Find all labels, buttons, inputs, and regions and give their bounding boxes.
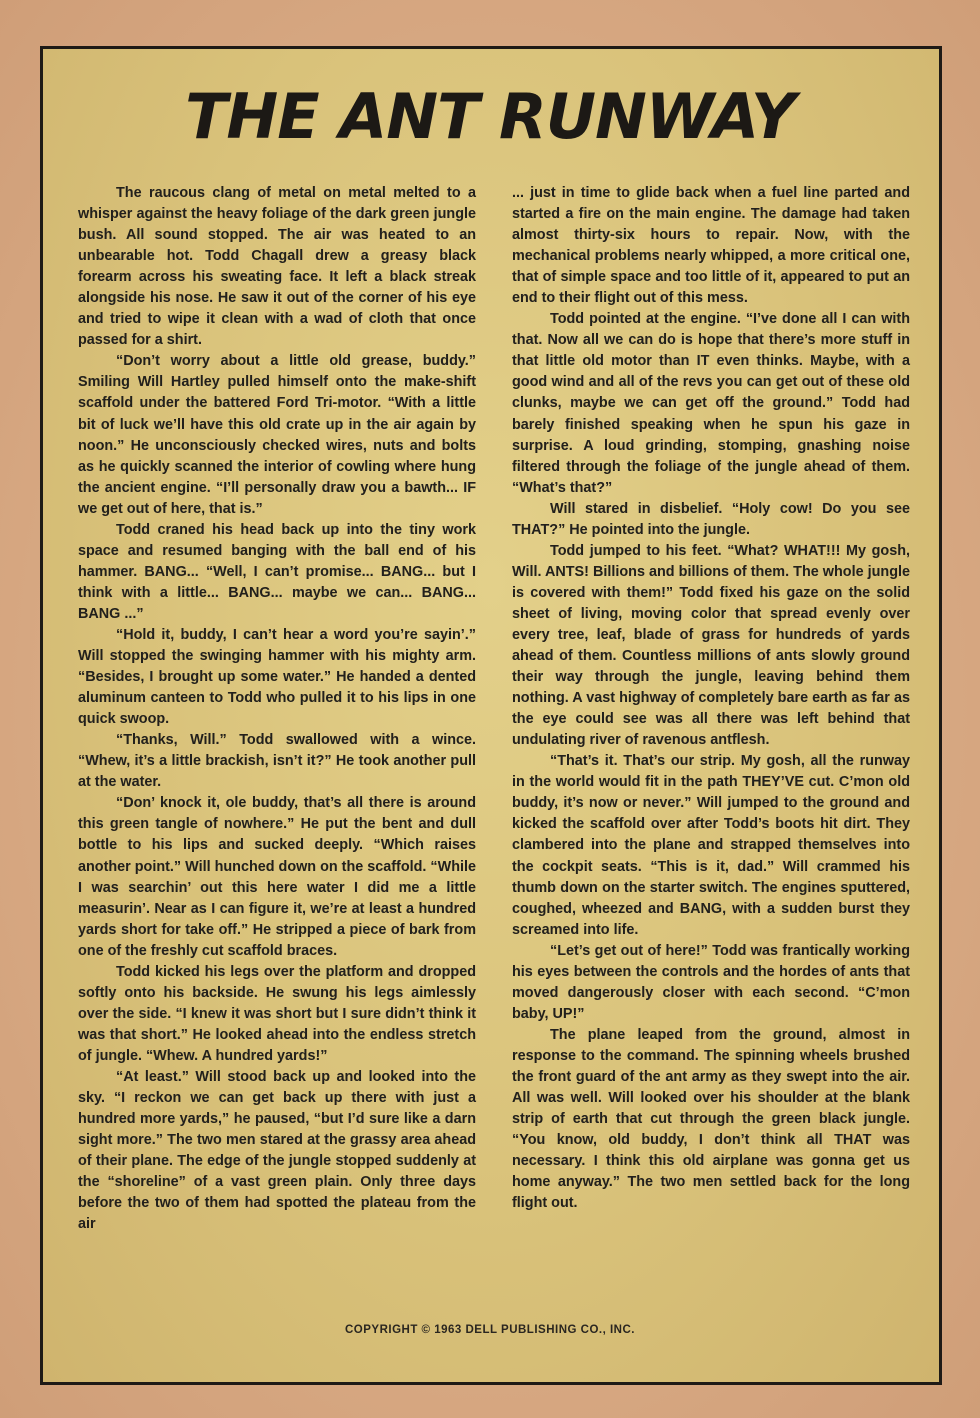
copyright-notice: COPYRIGHT © 1963 DELL PUBLISHING CO., INC. xyxy=(345,1324,635,1336)
paragraph: Todd craned his head back up into the tiny work space and resumed banging with the ball end of his hammer. BANG... “Well, I can’t promise... BANG... but I think with a little... BANG... maybe we can... BANG... BANG ...” xyxy=(78,521,476,622)
left-column xyxy=(78,183,476,1235)
paragraph: “Let’s get out of here!” Todd was frantically working his eyes between the controls and the hordes of ants that moved dangerously closer with each second. “C’mon baby, UP!” xyxy=(512,942,910,1022)
paragraph: The plane leaped from the ground, almost in response to the command. The spinning wheels brushed the front guard of the ant army as they swept into the air. All was well. Will looked over his shoulder at the blank strip of earth that cut through the green black jungle. “You know, old buddy, I don’t think all THAT was necessary. I think this old airplane was gonna get us home anyway.” The two men settled back for the long flight out. xyxy=(512,1026,910,1212)
story-title: THE ANT RUNWAY xyxy=(185,80,795,153)
paragraph: “Don’ knock it, ole buddy, that’s all there is around this green tangle of nowhere.” He put the bent and dull bottle to his lips and sucked deeply. “Which raises another point.” Will hunched down on the scaffold. “While I was searchin’ out this here water I did me a little measurin’. Near as I can figure it, we’re at least a hundred yards short for take off.” He stripped a piece of bark from one of the freshly cut scaffold braces. xyxy=(78,795,476,959)
paragraph: Todd jumped to his feet. “What? WHAT!!! My gosh, Will. ANTS! Billions and billions of them. The whole jungle is covered with them!” Todd fixed his gaze on the solid sheet of living, moving color that spread evenly over every tree, leaf, blade of grass for hundreds of yards ahead of them. Countless millions of ants slowly ground their way through the jungle, leaving behind them nothing. A vast highway of completely bare earth as far as the eye could see was all there was left behind that undulating river of ravenous antflesh. xyxy=(512,542,910,749)
paragraph: The raucous clang of metal on metal melted to a whisper against the heavy foliage of the dark green jungle bush. All sound stopped. The air was heated to an unbearable hot. Todd Chagall drew a greasy black forearm across his sweating face. It left a black streak alongside his nose. He saw it out of the corner of his eye and tried to wipe it clean with a wad of cloth that once passed for a shirt. xyxy=(78,185,476,349)
paragraph: “At least.” Will stood back up and looked into the sky. “I reckon we can get back up there with just a hundred more yards,” he paused, “but I’d sure like a darn sight more.” The two men stared at the grassy area ahead of their plane. The edge of the jungle stopped suddenly at the “shoreline” of a vast green plain. Only three days before the two of them had spotted the plateau from the air xyxy=(78,1068,476,1233)
paragraph: “Don’t worry about a little old grease, buddy.” Smiling Will Hartley pulled himself onto the make-shift scaffold under the battered Ford Tri-motor. “With a little bit of luck we’ll have this old crate up in the air again by noon.” He unconsciously checked wires, nuts and bolts as he quickly scanned the interior of cowling where hung the ancient engine. “I’ll personally draw you a bawth... IF we get out of here, that is.” xyxy=(78,353,476,517)
paragraph: “Thanks, Will.” Todd swallowed with a wince. “Whew, it’s a little brackish, isn’t it?” He took another pull at the water. xyxy=(78,732,476,791)
paragraph: Todd pointed at the engine. “I’ve done all I can with that. Now all we can do is hope that there’s more stuff in that little old motor than IT even thinks. Maybe, with a good wind and all of the revs you can get out of these old clunks, maybe we can get off the ground.” Todd had barely finished speaking when he spun his gaze in surprise. A loud grinding, stomping, gnashing noise filtered through the foliage of the jungle ahead of them. “What’s that?” xyxy=(512,311,910,496)
paragraph: Will stared in disbelief. “Holy cow! Do you see THAT?” He pointed into the jungle. xyxy=(512,500,910,538)
right-column xyxy=(512,183,910,1214)
paragraph: Todd kicked his legs over the platform and dropped softly onto his backside. He swung his legs aimlessly over the side. “I knew it was short but I sure didn’t think it was that short.” He looked ahead into the endless stretch of jungle. “Whew. A hundred yards!” xyxy=(78,963,476,1064)
paragraph: “That’s it. That’s our strip. My gosh, all the runway in the world would fit in the path THEY’VE cut. C’mon old buddy, it’s now or never.” Will jumped to the ground and kicked the scaffold over after Todd’s boots hit dirt. They clambered into the plane and strapped themselves into the cockpit seats. “This is it, dad.” Will crammed his thumb down on the starter switch. The engines sputtered, coughed, wheezed and BANG, with a sudden burst they screamed into life. xyxy=(512,753,910,938)
paragraph: “Hold it, buddy, I can’t hear a word you’re sayin’.” Will stopped the swinging hammer with his mighty arm. “Besides, I brought up some water.” He handed a dented aluminum canteen to Todd who pulled it to his lips in one quick swoop. xyxy=(78,626,476,728)
paragraph-continuation: ... just in time to glide back when a fuel line parted and started a fire on the main engine. The damage had taken almost thirty-six hours to repair. Now, with the mechanical problems nearly whipped, a more critical one, that of simple space and too little of it, appeared to put an end to their flight out of this mess. xyxy=(512,185,910,307)
